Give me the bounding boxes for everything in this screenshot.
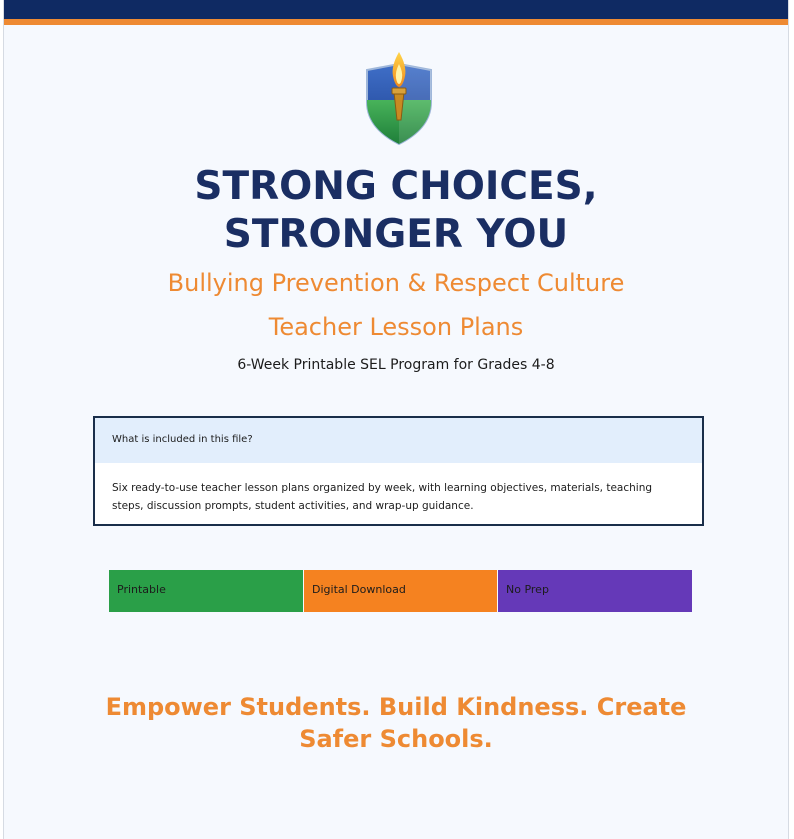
shield-torch-icon <box>362 50 436 146</box>
slogan-line-1: Empower Students. Build Kindness. Create <box>105 693 687 721</box>
feature-badges <box>109 570 692 612</box>
header-band <box>4 0 788 19</box>
subtitle-topic: Bullying Prevention & Respect Culture <box>167 269 625 297</box>
title-line-1: STRONG CHOICES, <box>194 164 598 209</box>
included-info-box <box>93 416 704 526</box>
header-stripe <box>4 19 788 25</box>
info-box-body: Six ready-to-use teacher lesson plans organized by week, with learning objectives, materials, teaching steps, discussion prompts, student activities, and wrap-up guidance. <box>112 482 653 512</box>
badge-digital-download: Digital Download <box>304 570 497 612</box>
slogan-line-2: Safer Schools. <box>299 725 493 753</box>
info-box-heading: What is included in this file? <box>95 418 702 463</box>
main-title <box>4 163 788 259</box>
badge-no-prep: No Prep <box>498 570 692 612</box>
badge-printable: Printable <box>109 570 303 612</box>
cover-page <box>3 0 789 839</box>
slogan <box>4 691 788 755</box>
program-tagline: 6-Week Printable SEL Program for Grades 4-8 <box>237 357 555 373</box>
subtitle-format: Teacher Lesson Plans <box>268 313 524 341</box>
title-line-2: STRONGER YOU <box>223 212 569 257</box>
